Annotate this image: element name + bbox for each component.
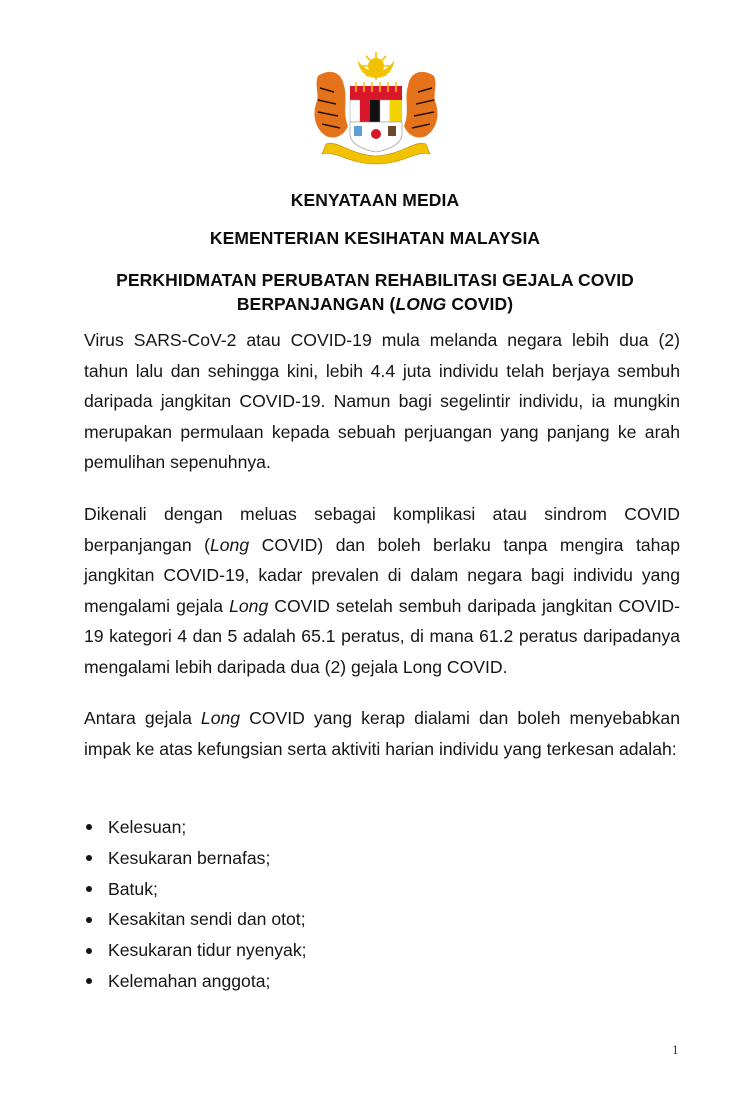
paragraph-symptoms-intro [84,703,680,764]
subject-line-1: PERKHIDMATAN PERUBATAN REHABILITASI GEJALA COVID [116,270,634,290]
list-item [84,904,307,935]
symptom-text: Kelesuan; [108,817,187,837]
list-item [84,966,307,997]
paragraph-italic-text: Long [209,534,250,555]
paragraph-italic-text: Long [229,595,269,616]
coat-of-arms-emblem [308,46,444,168]
bullet-icon [86,824,92,830]
symptom-text: Kelemahan anggota; [108,970,271,991]
list-item [84,874,307,905]
bullet-icon [86,855,92,861]
subject-line-2 [0,292,750,316]
paragraph-italic-text: Long [200,708,241,728]
bullet-icon [86,948,92,954]
paragraph-text: Dikenali dengan meluas sebagai komplikasi atau sindrom COVID berpanjangan ( [84,504,680,555]
ministry-name: KEMENTERIAN KESIHATAN MALAYSIA [209,228,541,248]
coat-of-arms-icon [308,46,444,168]
subject-text: COVID) [446,294,514,314]
subject-heading [0,268,750,316]
paragraph-prevalence [84,499,680,683]
press-release-title: KENYATAAN MEDIA [290,190,460,210]
page-number: 1 [672,1042,679,1057]
bullet-icon [86,978,92,984]
bullet-icon [86,886,92,892]
list-item [84,935,307,966]
paragraph-text: COVID setelah sembuh daripada jangkitan COVID-19 kategori 4 dan 5 adalah 65.1 peratus, di mana 61.2 peratus daripadanya mengalami lebih daripada dua (2) gejala Long COVID. [84,595,680,677]
bullet-icon [86,917,92,923]
symptom-list [84,812,307,997]
paragraph-intro: Virus SARS-CoV-2 atau COVID-19 mula melanda negara lebih dua (2) tahun lalu dan sehingga kini, lebih 4.4 juta individu telah berjaya sembuh daripada jangkitan COVID-19. Namun bagi segelintir individu, ia mungkin merupakan permulaan kepada sebuah perjuangan yang panjang ke arah pemulihan sepenuhnya. [84,330,680,473]
symptom-text: Kesakitan sendi dan otot; [108,909,306,930]
subject-italic-text: LONG [395,294,447,314]
paragraph-text: COVID) dan boleh berlaku tanpa mengira tahap jangkitan COVID-19, kadar prevalen di dalam negara bagi individu yang mengalami gejala [84,534,680,616]
symptom-text: Kesukaran tidur nyenyak; [108,940,307,961]
subject-text: BERPANJANGAN ( [236,294,396,314]
list-item [84,843,307,874]
symptom-text: Batuk; [108,878,158,899]
list-item [84,812,307,843]
paragraph-text: Antara gejala [84,708,201,728]
symptom-text: Kesukaran bernafas; [108,847,271,868]
paragraph-text: COVID yang kerap dialami dan boleh menyebabkan impak ke atas kefungsian serta aktiviti harian individu yang terkesan adalah: [84,708,680,759]
